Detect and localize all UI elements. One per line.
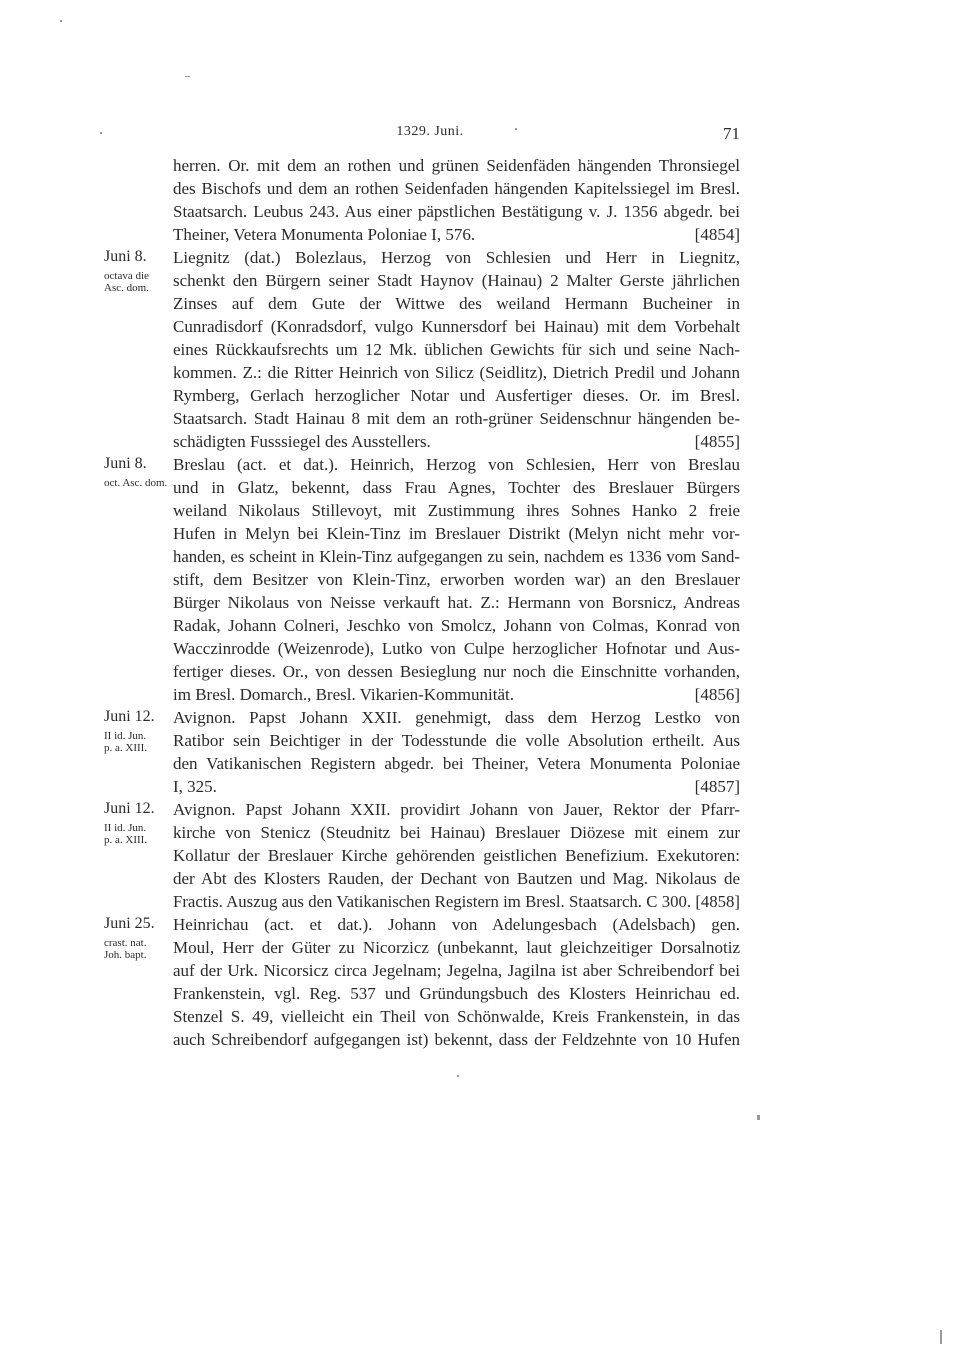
text-line: Wacczinrodde (Weizenrode), Lutko von Culpe herzoglicher Hofnotar und Aus- xyxy=(173,639,740,658)
text-line: herren. Or. mit dem an rothen und grünen Seidenfäden hängenden Thronsiegel xyxy=(173,156,740,175)
text-line: Rymberg, Gerlach herzoglicher Notar und Ausfertiger dieses. Or. im Bresl. xyxy=(173,386,740,405)
text-line: Hufen in Melyn bei Klein-Tinz im Breslauer Distrikt (Melyn nicht mehr vor- xyxy=(173,524,740,543)
text-line: Radak, Johann Colneri, Jeschko von Smolcz, Johann von Colmas, Konrad von xyxy=(173,616,740,635)
entry-text: Theiner, Vetera Monumenta Poloniae I, 576. xyxy=(173,225,476,244)
scan-speck xyxy=(515,128,517,130)
scan-speck xyxy=(185,76,190,77)
margin-date: Juni 12. xyxy=(104,800,155,817)
scan-speck xyxy=(100,132,102,134)
text-line: Avignon. Papst Johann XXII. genehmigt, dass dem Herzog Lestko von xyxy=(173,708,740,727)
text-line: Cunradisdorf (Konradsdorf, vulgo Kunnersdorf bei Hainau) mit dem Vorbehalt xyxy=(173,317,740,336)
text-line: Staatsarch. Leubus 243. Aus einer päpstlichen Bestätigung v. J. 1356 abgedr. bei xyxy=(173,202,740,221)
running-header: 1329. Juni. xyxy=(396,124,464,139)
margin-note: octava die xyxy=(104,270,149,282)
margin-date: Juni 12. xyxy=(104,708,155,725)
text-line: Stenzel S. 49, vielleicht ein Theil von Schönwalde, Kreis Frankenstein, in das xyxy=(173,1007,740,1026)
text-line: stift, dem Besitzer von Klein-Tinz, erworben worden war) an den Breslauer xyxy=(173,570,740,589)
entry-number: [4855] xyxy=(694,432,740,451)
text-line: der Abt des Klosters Rauden, der Dechant von Bautzen und Mag. Nikolaus de xyxy=(173,869,740,888)
text-line: auch Schreibendorf aufgegangen ist) bekennt, dass der Feldzehnte von 10 Hufen xyxy=(173,1030,740,1049)
text-line xyxy=(173,683,740,706)
margin-note: Joh. bapt. xyxy=(104,949,147,961)
entry-text: I, 325. xyxy=(173,777,217,796)
text-line: und in Glatz, bekennt, dass Frau Agnes, Tochter des Breslauer Bürgers xyxy=(173,478,740,497)
text-line xyxy=(173,223,740,246)
margin-note: p. a. XIII. xyxy=(104,742,148,754)
scan-speck xyxy=(940,1330,942,1344)
text-line: fertiger dieses. Or., von dessen Besieglung nur noch die Einschnitte vorhanden, xyxy=(173,662,740,681)
entry-number: [4856] xyxy=(694,685,740,704)
text-line xyxy=(173,430,740,453)
text-line: Bürger Nikolaus von Neisse verkauft hat. Z.: Hermann von Borsnicz, Andreas xyxy=(173,593,740,612)
entry-number: [4854] xyxy=(694,225,740,244)
text-line: kirche von Stenicz (Steudnitz bei Hainau) Breslauer Diözese mit einem zur xyxy=(173,823,740,842)
text-line: Avignon. Papst Johann XXII. providirt Johann von Jauer, Rektor der Pfarr- xyxy=(173,800,740,819)
entry-text: schädigten Fusssiegel des Ausstellers. xyxy=(173,432,431,451)
entry-number: [4857] xyxy=(694,777,740,796)
text-line: Frankenstein, vgl. Reg. 537 und Gründungsbuch des Klosters Heinrichau ed. xyxy=(173,984,740,1003)
text-line: Moul, Herr der Güter zu Nicorzicz (unbekannt, laut gleichzeitiger Dorsalnotiz xyxy=(173,938,740,957)
text-line xyxy=(173,775,740,798)
page-number: 71 xyxy=(723,124,740,143)
text-line: Breslau (act. et dat.). Heinrich, Herzog von Schlesien, Herr von Breslau xyxy=(173,455,740,474)
margin-note: II id. Jun. xyxy=(104,822,147,834)
text-line: handen, es scheint in Klein-Tinz aufgegangen zu sein, nachdem es 1336 vom Sand- xyxy=(173,547,740,566)
margin-note: p. a. XIII. xyxy=(104,834,148,846)
margin-note: Asc. dom. xyxy=(104,282,149,294)
text-line: weiland Nikolaus Stillevoyt, mit Zustimmung ihres Sohnes Hanko 2 freie xyxy=(173,501,740,520)
text-line: Fractis. Auszug aus den Vatikanischen Registern im Bresl. Staatsarch. C 300. [4858] xyxy=(173,892,740,911)
scan-speck xyxy=(757,1115,760,1120)
text-line: eines Rückkaufsrechts um 12 Mk. üblichen Gewichts für sich und seine Nach- xyxy=(173,340,740,359)
margin-note: oct. Asc. dom. xyxy=(104,477,168,489)
text-line: Staatsarch. Stadt Hainau 8 mit dem an roth-grüner Seidenschnur hängenden be- xyxy=(173,409,740,428)
margin-date: Juni 25. xyxy=(104,915,155,932)
text-line: Ratibor sein Beichtiger in der Todesstunde die volle Absolution ertheilt. Aus xyxy=(173,731,740,750)
scan-speck xyxy=(457,1075,459,1077)
text-line: schenkt den Bürgern seiner Stadt Haynov (Hainau) 2 Malter Gerste jährlichen xyxy=(173,271,740,290)
margin-note: crast. nat. xyxy=(104,937,147,949)
margin-note: II id. Jun. xyxy=(104,730,147,742)
margin-date: Juni 8. xyxy=(104,248,147,265)
entry-text: im Bresl. Domarch., Bresl. Vikarien-Kommunität. xyxy=(173,685,514,704)
text-line: kommen. Z.: die Ritter Heinrich von Silicz (Seidlitz), Dietrich Predil und Johann xyxy=(173,363,740,382)
text-line: Heinrichau (act. et dat.). Johann von Adelungesbach (Adelsbach) gen. xyxy=(173,915,740,934)
text-line: des Bischofs und dem an rothen Seidenfaden hängenden Kapitelssiegel im Bresl. xyxy=(173,179,740,198)
scan-speck xyxy=(60,20,62,22)
margin-date: Juni 8. xyxy=(104,455,147,472)
text-line: auf der Urk. Nicorsicz circa Jegelnam; Jegelna, Jagilna ist aber Schreibendorf bei xyxy=(173,961,740,980)
text-line: Liegnitz (dat.) Bolezlaus, Herzog von Schlesien und Herr in Liegnitz, xyxy=(173,248,740,267)
text-line: Zinses auf dem Gute der Wittwe des weiland Hermann Bucheiner in xyxy=(173,294,740,313)
text-line: den Vatikanischen Registern abgedr. bei Theiner, Vetera Monumenta Poloniae xyxy=(173,754,740,773)
text-line: Kollatur der Breslauer Kirche gehörenden geistlichen Benefizium. Exekutoren: xyxy=(173,846,740,865)
